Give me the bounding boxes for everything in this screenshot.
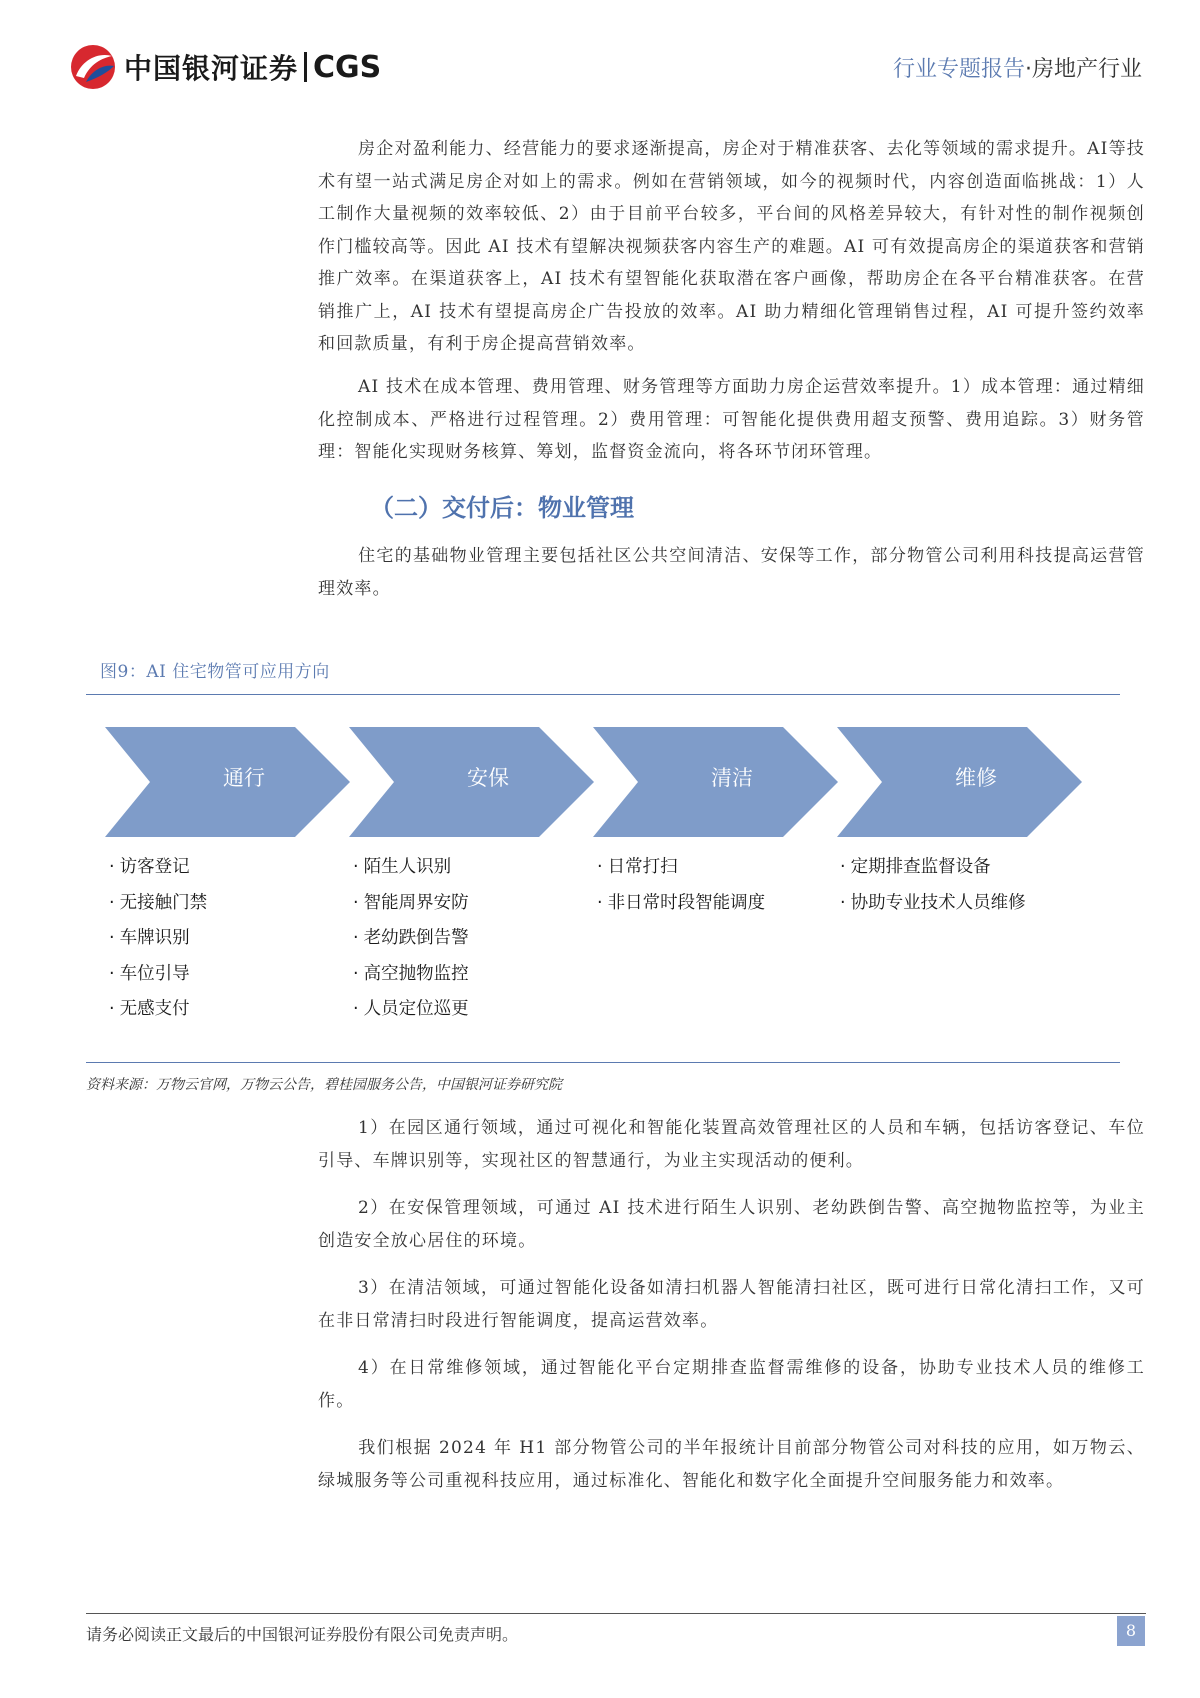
list-item: · 访客登记 — [109, 850, 207, 886]
list-item: · 车牌识别 — [109, 921, 207, 957]
list-item: · 高空抛物监控 — [353, 957, 469, 993]
arrow-label-security: 安保 — [467, 766, 509, 790]
section-heading: （二）交付后：物业管理 — [370, 493, 634, 522]
paragraph: 3）在清洁领域，可通过智能化设备如清扫机器人智能清扫社区，既可进行日常化清扫工作，又可在非日常清扫时段进行智能调度，提高运营效率。 — [318, 1278, 1145, 1331]
list-item: · 协助专业技术人员维修 — [840, 886, 1026, 922]
figure-bottom-rule — [86, 1062, 1120, 1063]
list-item: · 无接触门禁 — [109, 886, 207, 922]
list-item: · 陌生人识别 — [353, 850, 469, 886]
logo-text-cn: 中国银河证券 — [124, 52, 299, 85]
galaxy-logo-icon — [68, 42, 118, 92]
figure-caption: 图9：AI 住宅物管可应用方向 — [100, 662, 330, 682]
arrow-label-access: 通行 — [223, 766, 265, 790]
paragraph: AI 技术在成本管理、费用管理、财务管理等方面助力房企运营效率提升。1）成本管理：通过精细化控制成本、严格进行过程管理。2）费用管理：可智能化提供费用超支预警、费用追踪。3）财务管理：智能化实现财务核算、筹划，监督资金流向，将各环节闭环管理。 — [318, 377, 1145, 462]
paragraph: 住宅的基础物业管理主要包括社区公共空间清洁、安保等工作，部分物管公司利用科技提高运营管理效率。 — [318, 546, 1145, 599]
list-item: · 日常打扫 — [597, 850, 765, 886]
logo-text-en: CGS — [313, 49, 382, 85]
footer-disclaimer: 请务必阅读正文最后的中国银河证券股份有限公司免责声明。 — [86, 1625, 519, 1644]
page-number: 8 — [1117, 1616, 1145, 1646]
paragraph: 4）在日常维修领域，通过智能化平台定期排查监督需维修的设备，协助专业技术人员的维修工作。 — [318, 1358, 1145, 1411]
maintenance-items-list — [840, 850, 1026, 921]
list-item: · 无感支付 — [109, 992, 207, 1028]
arrow-label-maintenance: 维修 — [955, 766, 997, 790]
arrow-label-cleaning: 清洁 — [711, 766, 753, 790]
list-item: · 非日常时段智能调度 — [597, 886, 765, 922]
report-type — [893, 52, 1142, 83]
access-items-list — [109, 850, 207, 1028]
security-items-list — [353, 850, 469, 1028]
report-industry-label: ·房地产行业 — [1025, 57, 1142, 82]
cleaning-items-list — [597, 850, 765, 921]
paragraph: 我们根据 2024 年 H1 部分物管公司的半年报统计目前部分物管公司对科技的应用，如万物云、绿城服务等公司重视科技应用，通过标准化、智能化和数字化全面提升空间服务能力和效率。 — [318, 1438, 1145, 1491]
company-logo — [68, 42, 381, 92]
list-item: · 老幼跌倒告警 — [353, 921, 469, 957]
footer-rule — [86, 1613, 1146, 1614]
paragraph: 2）在安保管理领域，可通过 AI 技术进行陌生人识别、老幼跌倒告警、高空抛物监控等，为业主创造安全放心居住的环境。 — [318, 1198, 1145, 1251]
logo-divider — [304, 52, 307, 82]
report-type-label: 行业专题报告 — [892, 57, 1025, 82]
figure-source: 资料来源：万物云官网，万物云公告，碧桂园服务公告，中国银河证券研究院 — [86, 1077, 562, 1093]
figure-top-rule — [86, 694, 1120, 695]
list-item: · 定期排查监督设备 — [840, 850, 1026, 886]
list-item: · 车位引导 — [109, 957, 207, 993]
page-header — [0, 0, 1200, 110]
paragraph: 1）在园区通行领域，通过可视化和智能化装置高效管理社区的人员和车辆，包括访客登记、车位引导、车牌识别等，实现社区的智慧通行，为业主实现活动的便利。 — [318, 1118, 1145, 1171]
list-item: · 智能周界安防 — [353, 886, 469, 922]
paragraph: 房企对盈利能力、经营能力的要求逐渐提高，房企对于精准获客、去化等领域的需求提升。AI等技术有望一站式满足房企对如上的需求。例如在营销领域，如今的视频时代，内容创造面临挑战：1）人工制作大量视频的效率较低、2）由于目前平台较多，平台间的风格差异较大，有针对性的制作视频创作门槛较高等。因此 AI 技术有望解决视频获客内容生产的难题。AI 可有效提高房企的渠道获客和营销推广效率。在渠道获客上，AI 技术有望智能化获取潜在客户画像，帮助房企在各平台精准获客。在营销推广上，AI 技术有望提高房企广告投放的效率。AI 助力精细化管理销售过程，AI 可提升签约效率和回款质量，有利于房企提高营销效率。 — [318, 139, 1145, 354]
list-item: · 人员定位巡更 — [353, 992, 469, 1028]
